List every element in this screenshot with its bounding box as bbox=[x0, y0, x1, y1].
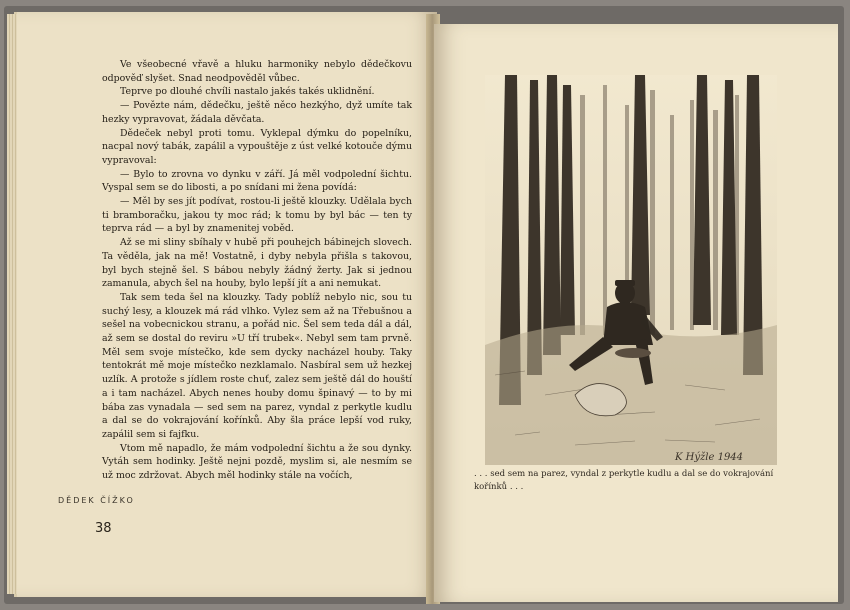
paragraph: — Povězte nám, dědečku, ještě něco hezkýho, dyž umíte tak hezky vypravovat, žádala děvčata. bbox=[102, 100, 412, 125]
page-number: 38 bbox=[95, 521, 112, 536]
paragraph: Dědeček nebyl proti tomu. Vyklepal dýmku do popelníku, nacpal nový tabák, zapálil a vypouštěje z úst velké kotouče dýmu vypravoval: bbox=[102, 127, 412, 166]
artist-signature: K Hýžle 1944 bbox=[675, 452, 744, 463]
paragraph: Ve všeobecné vřavě a hluku harmoniky nebylo dědečkovu odpověď slyšet. Snad neodpověděl vůbec. bbox=[102, 59, 412, 84]
forest-illustration bbox=[485, 75, 777, 465]
paragraph: Až se mi sliny sbíhaly v hubě při pouhejch bábinejch slovech. Ta věděla, jak na mě! Vostatně, i dyby nebyla přišla s takovou, byl bych stejně šel. S bábou nebyly žádný žerty. Jak si jednou zamanula, abych šel na houby, bylo lepší jít a ani nemukat. bbox=[102, 237, 412, 290]
paragraph: Vtom mě napadlo, že mám vodpolední šichtu a že sou dynky. Vytáh sem hodinky. Ještě nejni pozdě, myslim si, ale nesmím se už moc zdržovat. Abych měl hodinky stále na vočích, bbox=[102, 442, 412, 482]
paragraph: Teprve po dlouhé chvíli nastalo jakés takés uklidnění. bbox=[120, 86, 375, 98]
paragraph: — Měl by ses jít podívat, rostou-li ještě klouzky. Udělala bych ti bramboračku, jakou ty moc rád; k tomu by byl bác — ten ty teprva rád — a byl by znamenitej voběd. bbox=[102, 196, 412, 235]
illustration-caption: . . . sed sem na parez, vyndal z perkytle kudlu a dal se do vokrajování kořínků . . . bbox=[474, 469, 774, 492]
paragraph: — Bylo to zrovna vo dynku v září. Já měl vodpolední šichtu. Vyspal sem se do libosti, a po snídani mi žena povídá: bbox=[102, 168, 412, 194]
paragraph: Tak sem teda šel na klouzky. Tady poblíž nebylo nic, sou tu suchý lesy, a klouzek má rád vlhko. Vylez sem až na Třebušnou a sešel na vobecnickou stranu, a pořád nic. Šel sem teda dál a dál, až sem se dostal do reviru »U tří trubek«. Nebyl sem tam prvně. Měl sem svoje místečko, kde sem dycky nacházel houby. Taky tentokrát mě moje místečko nezklamalo. Nasbíral sem už hezkej uzlík. A protože s jídlem roste chuť, zalez sem ještě dál do houští a i tam nacházel. Abych nenes houby domu špinavý — to by mi bába zas vynadala — sed sem na parez, vyndal z perkytle kudlu a dal se do vokrajování kořínků. Aby šla práce lepší vod ruky, zapálil sem si fajfku. bbox=[102, 291, 412, 440]
running-title: DĚDEK ČÍŽKO bbox=[58, 496, 135, 505]
body-text bbox=[102, 58, 412, 483]
